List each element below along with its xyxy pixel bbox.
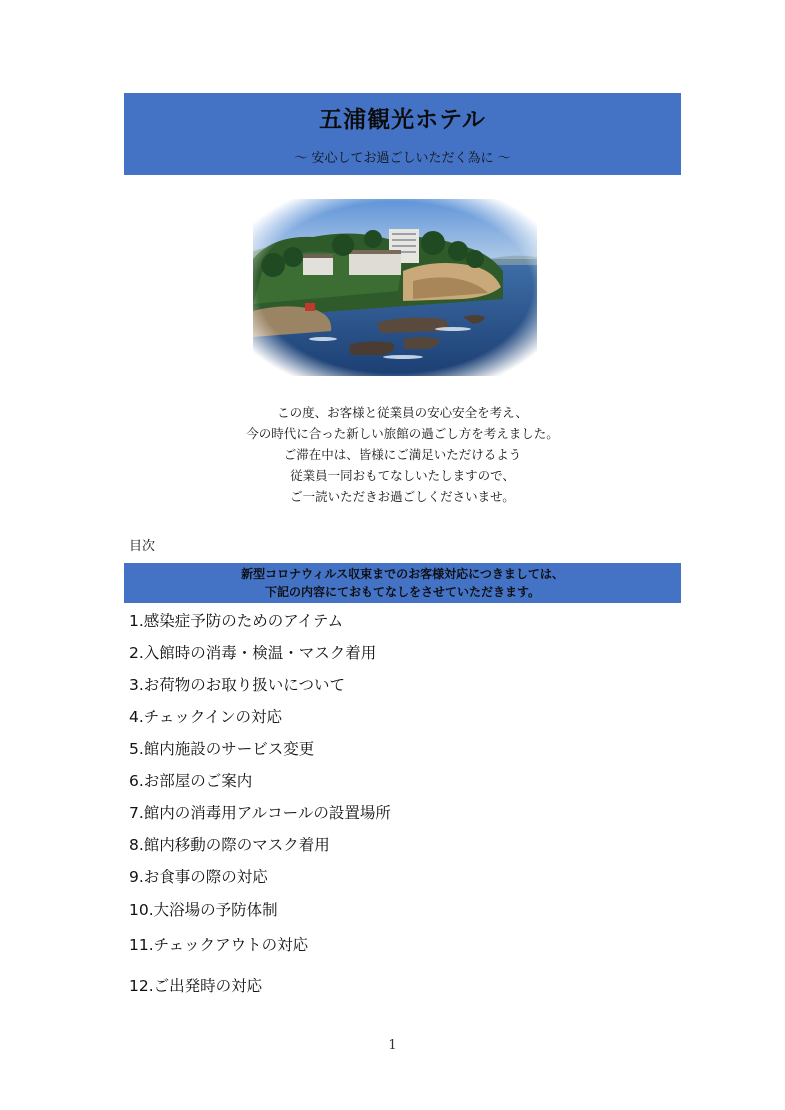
- toc-item[interactable]: 5.館内施設のサービス変更: [129, 740, 315, 758]
- page-number: 1: [388, 1038, 397, 1053]
- toc-item[interactable]: 1.感染症予防のためのアイテム: [129, 612, 344, 630]
- notice-line: 下記の内容にておもてなしをさせていただきます。: [264, 585, 541, 599]
- notice-line: 新型コロナウィルス収束までのお客様対応につきましては、: [241, 567, 564, 581]
- toc-item[interactable]: 7.館内の消毒用アルコールの設置場所: [129, 804, 391, 822]
- intro-line: 従業員一同おもてなしいたしますので、: [290, 468, 515, 483]
- toc-item[interactable]: 4.チェックインの対応: [129, 708, 283, 726]
- intro-message: [124, 402, 681, 507]
- toc-item[interactable]: 12.ご出発時の対応: [129, 977, 263, 995]
- toc-item[interactable]: 2.入館時の消毒・検温・マスク着用: [129, 644, 377, 662]
- intro-line: 今の時代に合った新しい旅館の過ごし方を考えました。: [246, 426, 559, 441]
- toc-item[interactable]: 8.館内移動の際のマスク着用: [129, 836, 330, 854]
- intro-line: ご滞在中は、皆様にご満足いただけるよう: [283, 447, 522, 462]
- toc-item[interactable]: 9.お食事の際の対応: [129, 868, 268, 886]
- notice-banner: [124, 563, 681, 603]
- toc-heading: 目次: [129, 539, 156, 554]
- intro-line: この度、お客様と従業員の安心安全を考え、: [277, 405, 528, 420]
- intro-line: ご一読いただきお過ごしくださいませ。: [290, 489, 515, 504]
- toc-item[interactable]: 3.お荷物のお取り扱いについて: [129, 676, 345, 694]
- toc-item[interactable]: 6.お部屋のご案内: [129, 772, 253, 790]
- toc-item[interactable]: 11.チェックアウトの対応: [129, 936, 309, 954]
- page-title: 五浦観光ホテル: [319, 107, 486, 133]
- toc-item[interactable]: 10.大浴場の予防体制: [129, 901, 278, 919]
- hotel-photo: [253, 199, 537, 376]
- title-banner: [124, 93, 681, 175]
- page-subtitle: ～ 安心してお過ごしいただく為に ～: [294, 151, 511, 166]
